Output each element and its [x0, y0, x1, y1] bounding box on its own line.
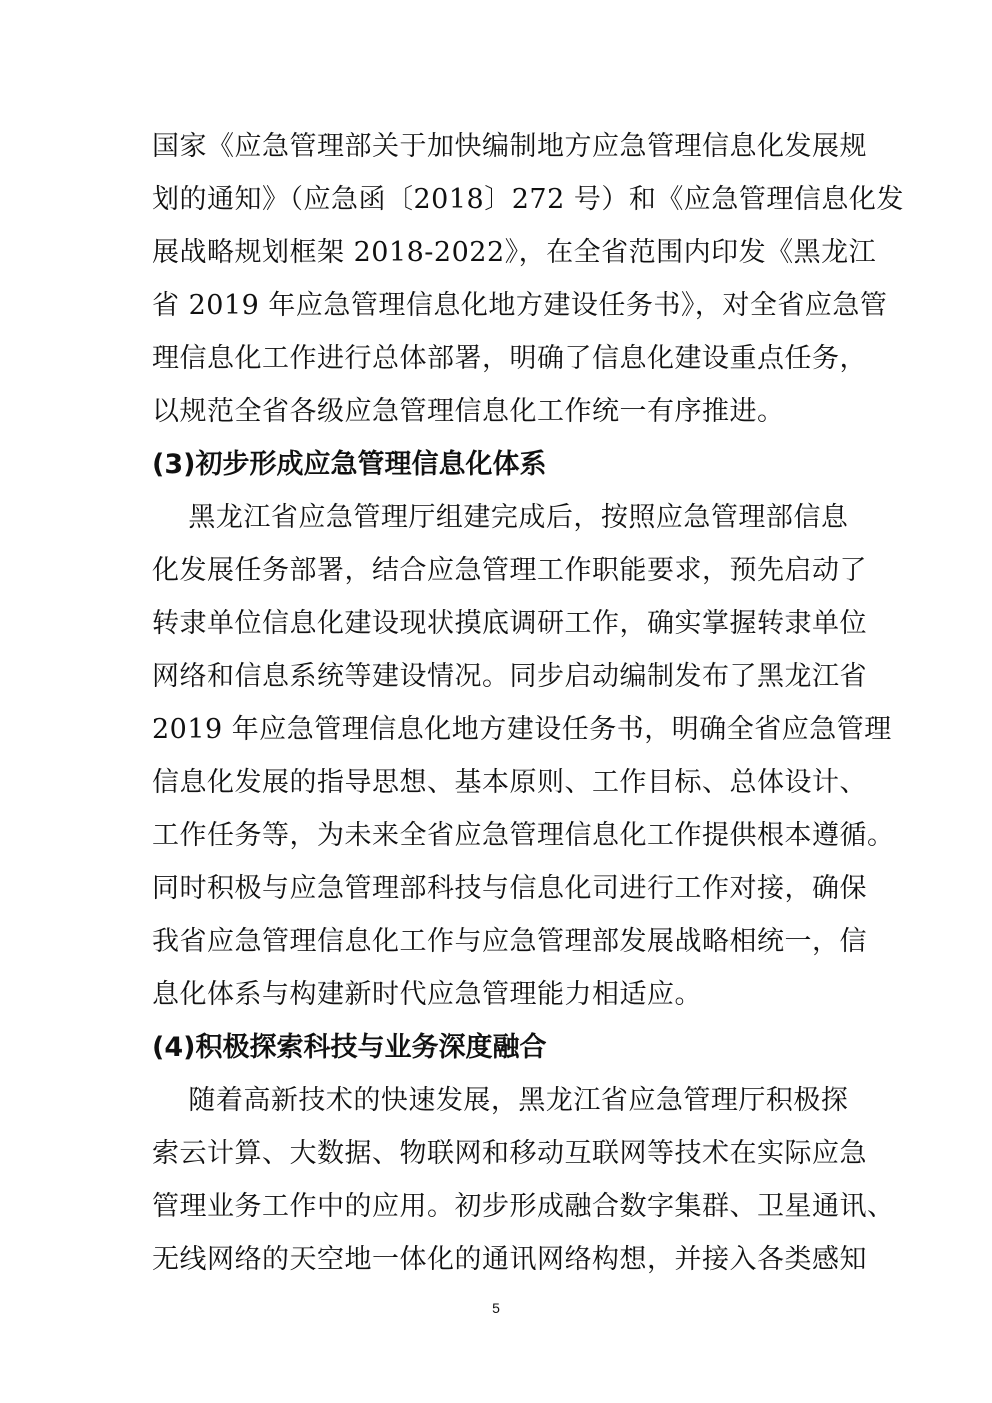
- text-line: 索云计算、大数据、物联网和移动互联网等技术在实际应急: [152, 1138, 867, 1169]
- text-line: 省 2019 年应急管理信息化地方建设任务书》，对全省应急管: [152, 290, 888, 321]
- text-line: 随着高新技术的快速发展，黑龙江省应急管理厅积极探: [152, 1085, 849, 1116]
- text-line: 转隶单位信息化建设现状摸底调研工作，确实掌握转隶单位: [152, 608, 867, 639]
- paragraph-3: [152, 1074, 895, 1286]
- text-line: 展战略规划框架 2018-2022》，在全省范围内印发《黑龙江: [152, 237, 877, 268]
- page-number: 5: [492, 1300, 500, 1316]
- text-line: 理信息化工作进行总体部署，明确了信息化建设重点任务，: [152, 343, 867, 374]
- text-line: 无线网络的天空地一体化的通讯网络构想，并接入各类感知: [152, 1244, 867, 1275]
- text-line: 我省应急管理信息化工作与应急管理部发展战略相统一，信: [152, 926, 867, 957]
- text-line: 黑龙江省应急管理厅组建完成后，按照应急管理部信息: [152, 502, 849, 533]
- text-line: 息化体系与构建新时代应急管理能力相适应。: [152, 979, 702, 1010]
- text-line: 管理业务工作中的应用。初步形成融合数字集群、卫星通讯、: [152, 1191, 895, 1222]
- paragraph-2: [152, 491, 895, 1021]
- text-line: 信息化发展的指导思想、基本原则、工作目标、总体设计、: [152, 767, 867, 798]
- text-line: 以规范全省各级应急管理信息化工作统一有序推进。: [152, 396, 785, 427]
- text-line: 网络和信息系统等建设情况。同步启动编制发布了黑龙江省: [152, 661, 867, 692]
- text-line: 2019 年应急管理信息化地方建设任务书，明确全省应急管理: [152, 714, 892, 745]
- text-line: 同时积极与应急管理部科技与信息化司进行工作对接，确保: [152, 873, 867, 904]
- text-line: 工作任务等，为未来全省应急管理信息化工作提供根本遵循。: [152, 820, 895, 851]
- text-line: 划的通知》（应急函〔2018〕272 号）和《应急管理信息化发: [152, 184, 904, 215]
- section-heading-4: (4)积极探索科技与业务深度融合: [152, 1032, 547, 1063]
- paragraph-1: [152, 120, 904, 438]
- section-heading-3: (3)初步形成应急管理信息化体系: [152, 449, 547, 480]
- text-line: 国家《应急管理部关于加快编制地方应急管理信息化发展规: [152, 131, 867, 162]
- text-line: 化发展任务部署，结合应急管理工作职能要求，预先启动了: [152, 555, 867, 586]
